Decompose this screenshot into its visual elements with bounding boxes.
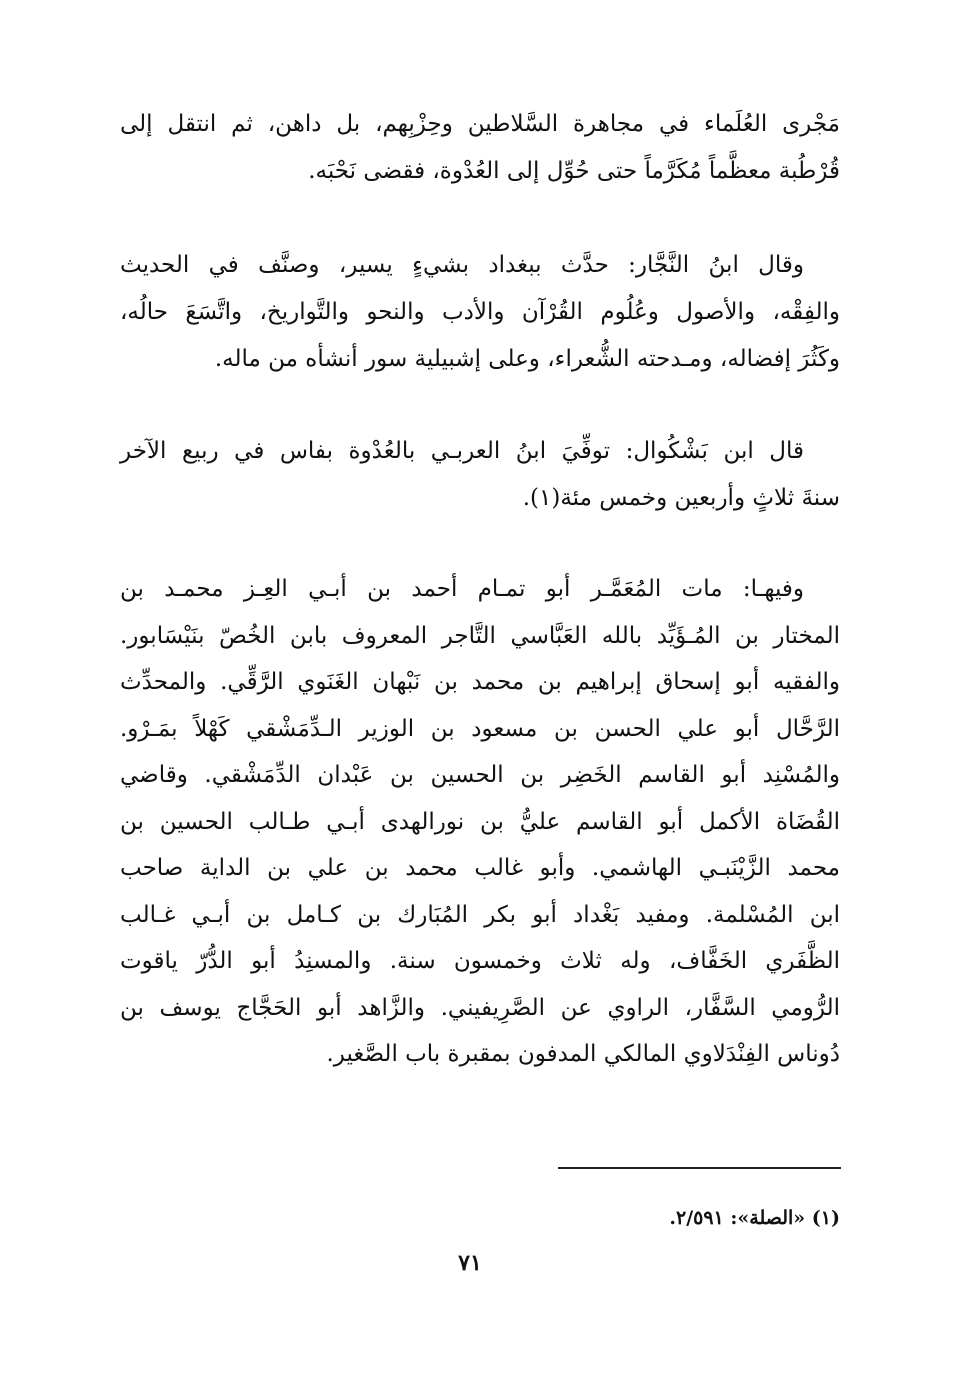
text-line: دُوناس الفِنْدَلاوي المالكي المدفون بمقبرة باب الصَّغير. <box>326 1041 840 1067</box>
text-line: وكَثُرَ إفضاله، ومـدحته الشُّعراء، وعلى إشبيلية سور أنشأه من ماله. <box>214 346 840 372</box>
text-line: مَجْرى العُلَماء في مجاهرة السَّلاطين وحِزْبِهم، بل داهن، ثم انتقل إلى <box>120 111 840 137</box>
text-line: الظَّفَري الخَفَّاف، وله ثلاث وخمسون سنة. والمسنِدُ أبو الدُّرّ ياقوت <box>120 948 840 974</box>
text-line: وقال ابنُ النَّجَّار: حدَّث ببغداد بشيءٍ يسير، وصنَّف في الحديث <box>120 252 804 278</box>
text-line: المختار بن المُـؤَيِّد بالله العَبَّاسي التَّاجر المعروف بابن الخُصّ بنَيْسَابور. <box>120 622 840 649</box>
text-line: وفيهـا: مات المُعَمَّـر أبو تمـام أحمد بن أبـي العِـز محمـد بن <box>120 576 805 602</box>
footnote-separator <box>558 1167 841 1169</box>
text-line: الرُّومي السَّفَّار، الراوي عن الصَّرِيفيني. والزَّاهد أبو الحَجَّاج يوسف بن <box>120 994 840 1021</box>
paragraph-3 <box>120 428 840 522</box>
text-line: سنةَ ثلاثٍ وأربعين وخمس مئة(١). <box>522 485 840 511</box>
paragraph-4 <box>120 566 840 1078</box>
page-number: ٧١ <box>458 1250 482 1276</box>
footnote: (١) «الصلة»: ٢/٥٩١. <box>669 1207 840 1229</box>
paragraph-1 <box>120 101 840 195</box>
text-line: والفقيه أبو إسحاق إبراهيم بن محمد بن نَبْهان الغَنَوي الرَّقِّي. والمحدِّث <box>120 669 840 695</box>
text-line: ابن المُسْلمة. ومفيد بَغْداد أبو بكر المُبَارك بن كـامل بن أبـي غـالب <box>120 901 840 928</box>
text-line: والفِقْه، والأصول وعُلُوم القُرْآن والأدب والنحو والتَّواريخ، واتَّسَعَ حالُه، <box>120 299 840 325</box>
text-line: قُرْطُبة معظَّماً مُكَرَّماً حتى حُوِّل إلى العُدْوة، فقضى نَحْبَه. <box>308 158 840 184</box>
text-line: والمُسْنِد أبو القاسم الخَضِر بن الحسين بن عَبْدان الدِّمَشْقي. وقاضي <box>120 762 840 788</box>
text-line: الرَّحَّال أبو علي الحسن بن مسعود بن الوزير الـدِّمَشْقي كَهْلاً بمَـرْو. <box>120 715 840 742</box>
paragraph-2 <box>120 242 840 383</box>
text-line: محمد الزَّيْنَبـي الهاشمي. وأبو غالب محمد بن علي بن الداية صاحب <box>120 855 840 881</box>
text-line: القُضَاة الأكمل أبو القاسم عليُّ بن نورالهدى أبـي طـالب الحسين بن <box>120 808 840 835</box>
text-line: قال ابن بَشْكُوال: توفِّيَ ابنُ العربـي بالعُدْوة بفاس في ربيع الآخر <box>120 438 804 464</box>
